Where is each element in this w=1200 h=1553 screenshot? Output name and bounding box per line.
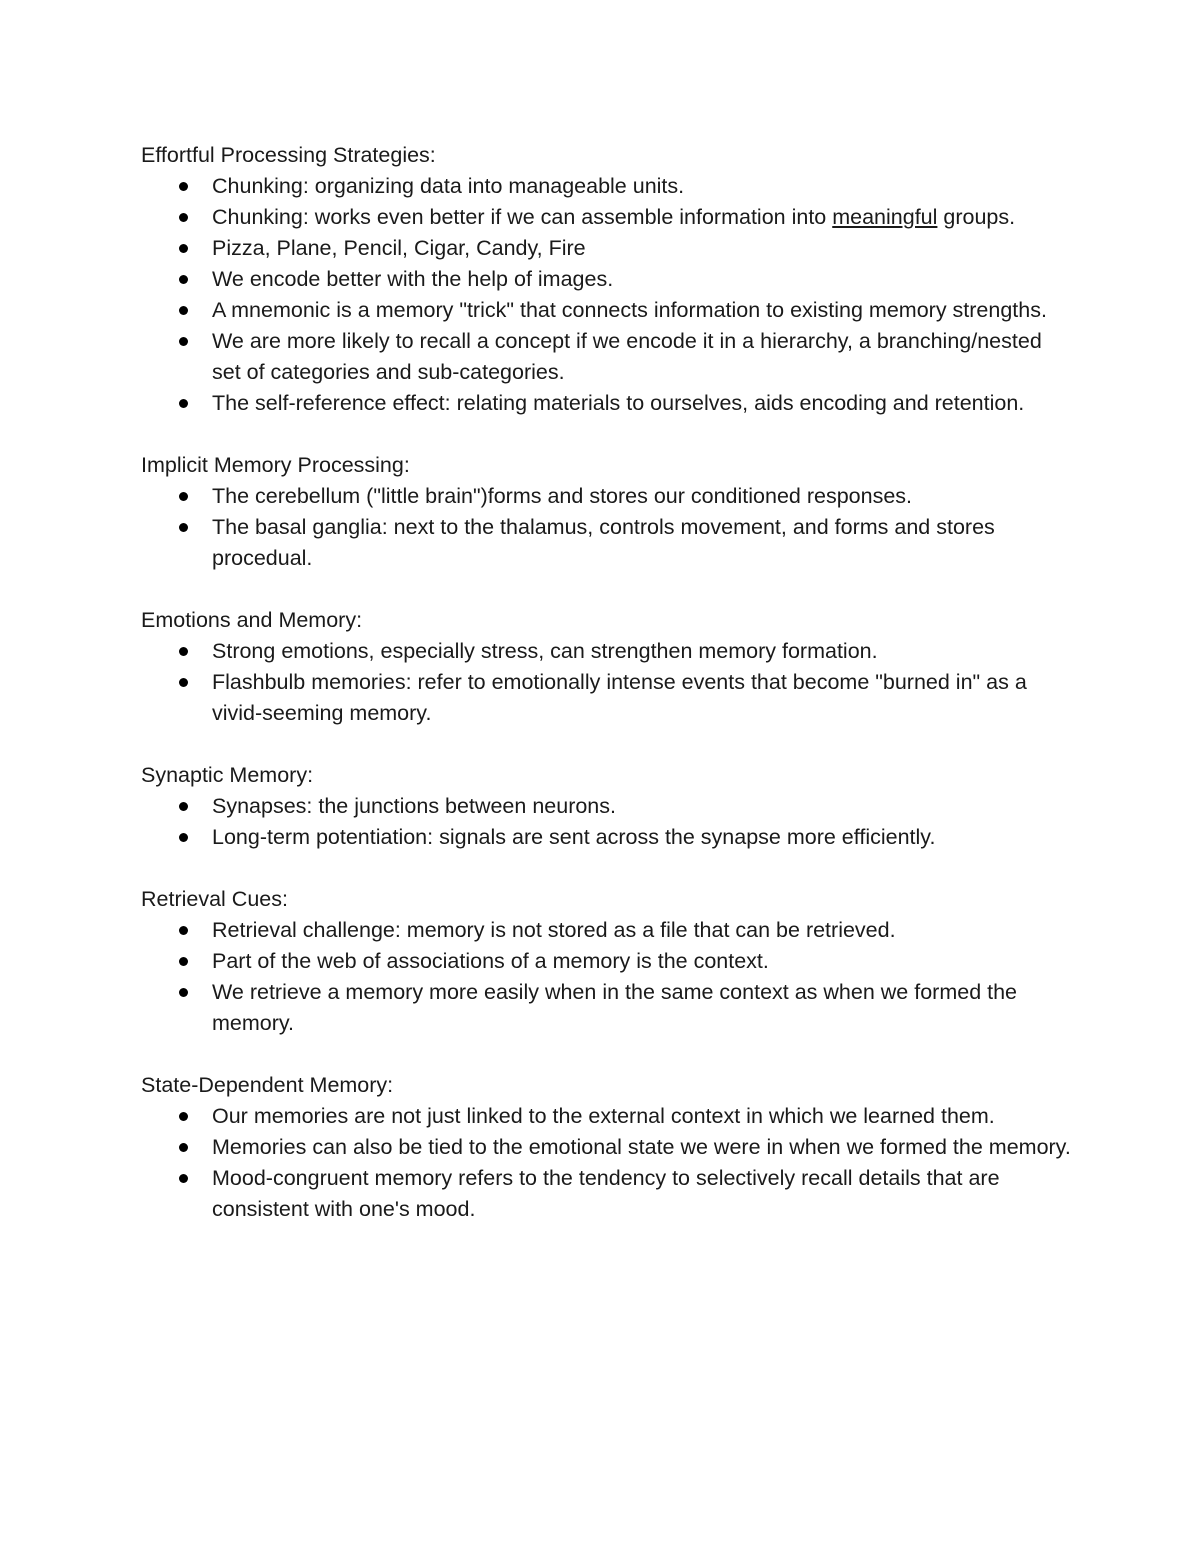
bullet-icon	[179, 1174, 188, 1183]
list-item	[141, 1132, 1071, 1163]
bullet-list	[141, 636, 1071, 729]
section-title: State-Dependent Memory:	[141, 1073, 394, 1097]
list-item-text-post: groups.	[937, 205, 1016, 229]
list-item	[141, 946, 1071, 977]
list-item-text: Memories can also be tied to the emotional state we were in when we formed the memory.	[212, 1135, 1071, 1159]
list-item-text: Synapses: the junctions between neurons.	[212, 794, 616, 818]
section-emotions-memory	[141, 605, 1071, 729]
list-item-text: The self-reference effect: relating materials to ourselves, aids encoding and retention.	[212, 391, 1025, 415]
list-item-text: Chunking: organizing data into manageable units.	[212, 174, 685, 198]
list-item	[141, 233, 1071, 264]
list-item-text: We retrieve a memory more easily when in the same context as when we formed the memory.	[212, 980, 1018, 1035]
list-item	[141, 295, 1071, 326]
list-item	[141, 481, 1071, 512]
bullet-icon	[179, 244, 188, 253]
list-item	[141, 171, 1071, 202]
list-item-text: Flashbulb memories: refer to emotionally intense events that become "burned in" as a vivid-seeming memory.	[212, 670, 1027, 725]
list-item	[141, 915, 1071, 946]
list-item	[141, 1101, 1071, 1132]
bullet-icon	[179, 678, 188, 687]
list-item	[141, 1163, 1071, 1225]
document-page	[141, 140, 1071, 1256]
list-item-text: Mood-congruent memory refers to the tendency to selectively recall details that are consistent with one's mood.	[212, 1166, 1000, 1221]
bullet-icon	[179, 275, 188, 284]
bullet-list	[141, 171, 1071, 419]
list-item	[141, 667, 1071, 729]
list-item-text-pre: Chunking: works even better if we can assemble information into	[212, 205, 833, 229]
list-item	[141, 791, 1071, 822]
section-title: Synaptic Memory:	[141, 763, 314, 787]
list-item-text: Retrieval challenge: memory is not stored as a file that can be retrieved.	[212, 918, 896, 942]
section-retrieval-cues	[141, 884, 1071, 1039]
section-title: Effortful Processing Strategies:	[141, 143, 436, 167]
bullet-icon	[179, 647, 188, 656]
bullet-icon	[179, 213, 188, 222]
section-implicit-memory	[141, 450, 1071, 574]
bullet-list	[141, 791, 1071, 853]
list-item	[141, 202, 1071, 233]
bullet-icon	[179, 1112, 188, 1121]
bullet-icon	[179, 337, 188, 346]
bullet-icon	[179, 182, 188, 191]
list-item	[141, 977, 1071, 1039]
list-item	[141, 264, 1071, 295]
section-title: Emotions and Memory:	[141, 608, 363, 632]
bullet-icon	[179, 306, 188, 315]
list-item-text: We encode better with the help of images.	[212, 267, 614, 291]
list-item-text: We are more likely to recall a concept if we encode it in a hierarchy, a branching/nested set of categories and sub-categories.	[212, 329, 1042, 384]
bullet-list	[141, 1101, 1071, 1225]
underlined-word: meaningful	[832, 205, 938, 229]
section-title: Implicit Memory Processing:	[141, 453, 410, 477]
list-item-text: Part of the web of associations of a memory is the context.	[212, 949, 769, 973]
list-item-text: Strong emotions, especially stress, can strengthen memory formation.	[212, 639, 878, 663]
list-item	[141, 636, 1071, 667]
bullet-icon	[179, 492, 188, 501]
list-item-text: The basal ganglia: next to the thalamus, controls movement, and forms and stores procedual.	[212, 515, 995, 570]
bullet-list	[141, 481, 1071, 574]
bullet-icon	[179, 1143, 188, 1152]
list-item-text: The cerebellum ("little brain")forms and stores our conditioned responses.	[212, 484, 913, 508]
list-item	[141, 822, 1071, 853]
list-item	[141, 388, 1071, 419]
bullet-icon	[179, 988, 188, 997]
bullet-icon	[179, 957, 188, 966]
bullet-icon	[179, 399, 188, 408]
bullet-icon	[179, 523, 188, 532]
bullet-icon	[179, 802, 188, 811]
section-state-dependent-memory	[141, 1070, 1071, 1225]
list-item	[141, 326, 1071, 388]
list-item-text: Pizza, Plane, Pencil, Cigar, Candy, Fire	[212, 236, 586, 260]
list-item-text: A mnemonic is a memory "trick" that connects information to existing memory strengths.	[212, 298, 1047, 322]
bullet-list	[141, 915, 1071, 1039]
section-effortful-processing	[141, 140, 1071, 419]
section-title: Retrieval Cues:	[141, 887, 288, 911]
list-item	[141, 512, 1071, 574]
list-item-text: Our memories are not just linked to the external context in which we learned them.	[212, 1104, 995, 1128]
bullet-icon	[179, 926, 188, 935]
section-synaptic-memory	[141, 760, 1071, 853]
bullet-icon	[179, 833, 188, 842]
list-item-text: Long-term potentiation: signals are sent across the synapse more efficiently.	[212, 825, 936, 849]
